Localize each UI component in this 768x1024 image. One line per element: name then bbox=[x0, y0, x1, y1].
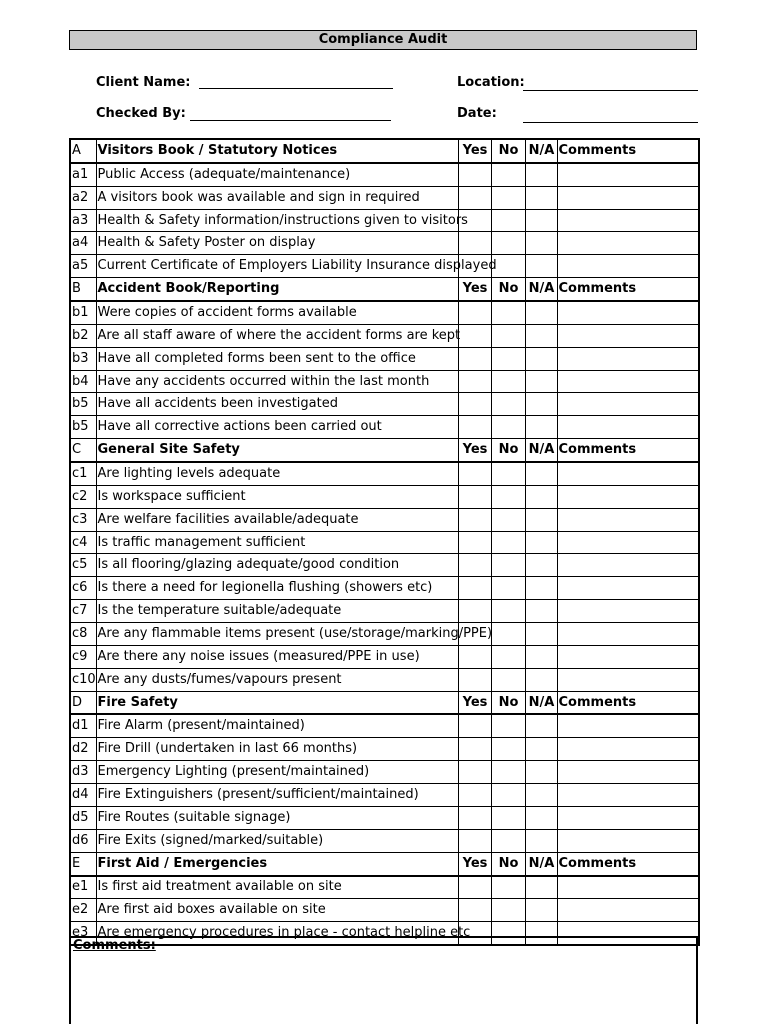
item-question-text: Health & Safety Poster on display bbox=[97, 235, 316, 251]
answer-cell-comments[interactable] bbox=[557, 508, 699, 531]
answer-cell-na[interactable] bbox=[525, 301, 557, 324]
client-name-field[interactable] bbox=[199, 88, 393, 89]
item-code: a3 bbox=[70, 209, 96, 232]
table-row bbox=[70, 876, 699, 899]
item-question bbox=[96, 623, 493, 646]
section-code: D bbox=[70, 691, 96, 714]
answer-cell-comments[interactable] bbox=[557, 393, 699, 416]
answer-cell-yes[interactable] bbox=[458, 485, 491, 508]
answer-cell-na[interactable] bbox=[525, 462, 557, 485]
checked-by-field[interactable] bbox=[190, 120, 391, 121]
col-header-no: No bbox=[491, 139, 525, 163]
col-header-na: N/A bbox=[525, 139, 557, 163]
col-header-yes: Yes bbox=[458, 439, 491, 462]
section-title: Fire Safety bbox=[96, 691, 458, 714]
answer-cell-no[interactable] bbox=[491, 645, 525, 668]
item-code: b4 bbox=[70, 370, 96, 393]
answer-cell-comments[interactable] bbox=[557, 738, 699, 761]
item-question bbox=[96, 531, 458, 554]
table-row bbox=[70, 531, 699, 554]
item-question bbox=[96, 393, 458, 416]
answer-cell-comments[interactable] bbox=[557, 186, 699, 209]
item-code: c7 bbox=[70, 600, 96, 623]
answer-cell-na[interactable] bbox=[525, 761, 557, 784]
answer-cell-na[interactable] bbox=[525, 899, 557, 922]
table-row bbox=[70, 186, 699, 209]
col-header-no: No bbox=[491, 439, 525, 462]
table-row bbox=[70, 416, 699, 439]
answer-cell-comments[interactable] bbox=[557, 554, 699, 577]
answer-cell-yes[interactable] bbox=[458, 186, 491, 209]
item-code: d1 bbox=[70, 714, 96, 737]
section-header-row bbox=[70, 139, 699, 163]
answer-cell-na[interactable] bbox=[525, 623, 557, 646]
answer-cell-no[interactable] bbox=[491, 623, 525, 646]
col-header-na: N/A bbox=[525, 852, 557, 875]
answer-cell-comments[interactable] bbox=[557, 347, 699, 370]
table-row bbox=[70, 554, 699, 577]
item-question bbox=[96, 784, 458, 807]
item-question-text: Are welfare facilities available/adequate bbox=[97, 511, 359, 527]
answer-cell-na[interactable] bbox=[525, 186, 557, 209]
answer-cell-no[interactable] bbox=[491, 508, 525, 531]
location-label: Location: bbox=[457, 75, 525, 90]
answer-cell-no[interactable] bbox=[491, 876, 525, 899]
table-row bbox=[70, 829, 699, 852]
item-question bbox=[96, 485, 458, 508]
answer-cell-no[interactable] bbox=[491, 393, 525, 416]
answer-cell-comments[interactable] bbox=[557, 324, 699, 347]
item-code: b3 bbox=[70, 347, 96, 370]
item-code: a5 bbox=[70, 255, 96, 278]
answer-cell-no[interactable] bbox=[491, 806, 525, 829]
answer-cell-no[interactable] bbox=[491, 163, 525, 186]
answer-cell-yes[interactable] bbox=[458, 393, 491, 416]
item-code: c6 bbox=[70, 577, 96, 600]
item-question-text: Health & Safety information/instructions given to visitors bbox=[97, 212, 468, 228]
item-question bbox=[96, 163, 458, 186]
item-question-text: Fire Routes (suitable signage) bbox=[97, 809, 291, 825]
answer-cell-na[interactable] bbox=[525, 668, 557, 691]
item-question bbox=[96, 761, 458, 784]
item-code: b5 bbox=[70, 416, 96, 439]
answer-cell-yes[interactable] bbox=[458, 829, 491, 852]
col-header-comments: Comments bbox=[557, 439, 699, 462]
answer-cell-comments[interactable] bbox=[557, 829, 699, 852]
section-header-row bbox=[70, 852, 699, 875]
col-header-yes: Yes bbox=[458, 278, 491, 301]
answer-cell-no[interactable] bbox=[491, 324, 525, 347]
answer-cell-yes[interactable] bbox=[458, 554, 491, 577]
answer-cell-yes[interactable] bbox=[458, 508, 491, 531]
item-code: c1 bbox=[70, 462, 96, 485]
answer-cell-na[interactable] bbox=[525, 324, 557, 347]
item-code: e3 bbox=[70, 922, 96, 945]
answer-cell-yes[interactable] bbox=[458, 163, 491, 186]
item-code: a1 bbox=[70, 163, 96, 186]
answer-cell-na[interactable] bbox=[525, 393, 557, 416]
item-question-text: Fire Exits (signed/marked/suitable) bbox=[97, 832, 324, 848]
answer-cell-no[interactable] bbox=[491, 600, 525, 623]
answer-cell-yes[interactable] bbox=[458, 714, 491, 737]
item-question-text: Have all corrective actions been carried out bbox=[97, 419, 382, 435]
item-question bbox=[96, 577, 458, 600]
answer-cell-comments[interactable] bbox=[557, 645, 699, 668]
item-code: e2 bbox=[70, 899, 96, 922]
section-title: General Site Safety bbox=[96, 439, 458, 462]
answer-cell-no[interactable] bbox=[491, 186, 525, 209]
table-row bbox=[70, 761, 699, 784]
answer-cell-comments[interactable] bbox=[557, 761, 699, 784]
item-question-text: Is first aid treatment available on site bbox=[97, 879, 342, 895]
answer-cell-na[interactable] bbox=[525, 577, 557, 600]
answer-cell-comments[interactable] bbox=[557, 668, 699, 691]
location-field[interactable] bbox=[523, 90, 698, 91]
item-question bbox=[96, 508, 458, 531]
col-header-comments: Comments bbox=[557, 278, 699, 301]
item-question bbox=[96, 462, 458, 485]
answer-cell-yes[interactable] bbox=[458, 738, 491, 761]
col-header-na: N/A bbox=[525, 439, 557, 462]
page-title: Compliance Audit bbox=[69, 30, 697, 50]
item-code: b5 bbox=[70, 393, 96, 416]
answer-cell-yes[interactable] bbox=[458, 899, 491, 922]
item-code: d3 bbox=[70, 761, 96, 784]
col-header-yes: Yes bbox=[458, 691, 491, 714]
item-question-text: Fire Drill (undertaken in last 66 months) bbox=[97, 741, 358, 757]
item-code: e1 bbox=[70, 876, 96, 899]
table-row bbox=[70, 508, 699, 531]
answer-cell-comments[interactable] bbox=[557, 623, 699, 646]
table-row bbox=[70, 600, 699, 623]
table-row bbox=[70, 668, 699, 691]
table-row bbox=[70, 462, 699, 485]
item-question-text: Public Access (adequate/maintenance) bbox=[97, 166, 351, 182]
table-row bbox=[70, 209, 699, 232]
col-header-no: No bbox=[491, 278, 525, 301]
table-row bbox=[70, 806, 699, 829]
item-question bbox=[96, 668, 458, 691]
item-question bbox=[96, 209, 468, 232]
col-header-comments: Comments bbox=[557, 139, 699, 163]
item-question-text: Fire Alarm (present/maintained) bbox=[97, 718, 305, 734]
col-header-yes: Yes bbox=[458, 139, 491, 163]
answer-cell-no[interactable] bbox=[491, 209, 525, 232]
answer-cell-comments[interactable] bbox=[557, 163, 699, 186]
answer-cell-na[interactable] bbox=[525, 554, 557, 577]
answer-cell-comments[interactable] bbox=[557, 876, 699, 899]
answer-cell-no[interactable] bbox=[491, 761, 525, 784]
item-question-text: Is workspace sufficient bbox=[97, 488, 246, 504]
item-code: c3 bbox=[70, 508, 96, 531]
item-code: c9 bbox=[70, 645, 96, 668]
section-header-row bbox=[70, 439, 699, 462]
answer-cell-na[interactable] bbox=[525, 714, 557, 737]
item-code: a4 bbox=[70, 232, 96, 255]
answer-cell-comments[interactable] bbox=[557, 462, 699, 485]
item-code: c5 bbox=[70, 554, 96, 577]
section-title: Visitors Book / Statutory Notices bbox=[96, 139, 458, 163]
answer-cell-na[interactable] bbox=[525, 738, 557, 761]
answer-cell-na[interactable] bbox=[525, 784, 557, 807]
item-question-text: Current Certificate of Employers Liability Insurance displayed bbox=[97, 258, 497, 274]
item-question-text: Are first aid boxes available on site bbox=[97, 902, 326, 918]
answer-cell-yes[interactable] bbox=[458, 876, 491, 899]
item-code: c10 bbox=[70, 668, 96, 691]
client-name-label: Client Name: bbox=[96, 75, 191, 90]
item-question bbox=[96, 255, 497, 278]
audit-table bbox=[69, 138, 700, 946]
item-question bbox=[96, 829, 458, 852]
answer-cell-na[interactable] bbox=[525, 508, 557, 531]
item-question bbox=[96, 899, 458, 922]
item-question-text: Emergency Lighting (present/maintained) bbox=[97, 764, 370, 780]
answer-cell-comments[interactable] bbox=[557, 301, 699, 324]
answer-cell-yes[interactable] bbox=[458, 668, 491, 691]
answer-cell-yes[interactable] bbox=[458, 324, 491, 347]
answer-cell-na[interactable] bbox=[525, 600, 557, 623]
item-question bbox=[96, 554, 458, 577]
answer-cell-comments[interactable] bbox=[557, 714, 699, 737]
answer-cell-na[interactable] bbox=[525, 209, 557, 232]
answer-cell-na[interactable] bbox=[525, 829, 557, 852]
table-row bbox=[70, 784, 699, 807]
answer-cell-no[interactable] bbox=[491, 784, 525, 807]
answer-cell-yes[interactable] bbox=[458, 370, 491, 393]
item-question-text: Have all completed forms been sent to the office bbox=[97, 350, 416, 366]
table-row bbox=[70, 324, 699, 347]
item-code: b1 bbox=[70, 301, 96, 324]
section-code: C bbox=[70, 439, 96, 462]
table-row bbox=[70, 738, 699, 761]
section-title: First Aid / Emergencies bbox=[96, 852, 458, 875]
answer-cell-no[interactable] bbox=[491, 899, 525, 922]
answer-cell-comments[interactable] bbox=[557, 600, 699, 623]
item-question-text: Have all accidents been investigated bbox=[97, 396, 338, 412]
item-code: c4 bbox=[70, 531, 96, 554]
item-question bbox=[96, 232, 458, 255]
item-question-text: Is traffic management sufficient bbox=[97, 534, 306, 550]
item-question-text: A visitors book was available and sign in required bbox=[97, 189, 420, 205]
answer-cell-no[interactable] bbox=[491, 738, 525, 761]
item-question-text: Is the temperature suitable/adequate bbox=[97, 603, 342, 619]
answer-cell-no[interactable] bbox=[491, 370, 525, 393]
section-code: B bbox=[70, 278, 96, 301]
col-header-na: N/A bbox=[525, 691, 557, 714]
answer-cell-na[interactable] bbox=[525, 531, 557, 554]
answer-cell-yes[interactable] bbox=[458, 784, 491, 807]
item-question bbox=[96, 806, 458, 829]
comments-label: Comments: bbox=[73, 938, 156, 953]
answer-cell-comments[interactable] bbox=[557, 577, 699, 600]
table-row bbox=[70, 714, 699, 737]
col-header-comments: Comments bbox=[557, 852, 699, 875]
answer-cell-na[interactable] bbox=[525, 370, 557, 393]
answer-cell-comments[interactable] bbox=[557, 209, 699, 232]
answer-cell-na[interactable] bbox=[525, 347, 557, 370]
answer-cell-yes[interactable] bbox=[458, 806, 491, 829]
answer-cell-na[interactable] bbox=[525, 645, 557, 668]
answer-cell-no[interactable] bbox=[491, 462, 525, 485]
table-row bbox=[70, 485, 699, 508]
item-question bbox=[96, 324, 461, 347]
answer-cell-comments[interactable] bbox=[557, 899, 699, 922]
item-question-text: Were copies of accident forms available bbox=[97, 304, 357, 320]
answer-cell-na[interactable] bbox=[525, 163, 557, 186]
answer-cell-no[interactable] bbox=[491, 668, 525, 691]
answer-cell-no[interactable] bbox=[491, 829, 525, 852]
item-question bbox=[96, 301, 458, 324]
answer-cell-yes[interactable] bbox=[458, 600, 491, 623]
item-question-text: Are any flammable items present (use/storage/marking/PPE) bbox=[97, 625, 493, 641]
item-question-text: Is there a need for legionella flushing (showers etc) bbox=[97, 580, 433, 596]
table-row bbox=[70, 899, 699, 922]
answer-cell-na[interactable] bbox=[525, 255, 557, 278]
table-row bbox=[70, 623, 699, 646]
answer-cell-comments[interactable] bbox=[557, 416, 699, 439]
table-row bbox=[70, 301, 699, 324]
section-code: E bbox=[70, 852, 96, 875]
answer-cell-na[interactable] bbox=[525, 416, 557, 439]
item-code: c8 bbox=[70, 623, 96, 646]
item-code: d4 bbox=[70, 784, 96, 807]
item-question-text: Is all flooring/glazing adequate/good condition bbox=[97, 557, 400, 573]
item-code: c2 bbox=[70, 485, 96, 508]
answer-cell-yes[interactable] bbox=[458, 462, 491, 485]
answer-cell-na[interactable] bbox=[525, 232, 557, 255]
answer-cell-yes[interactable] bbox=[458, 416, 491, 439]
table-row bbox=[70, 370, 699, 393]
section-code: A bbox=[70, 139, 96, 163]
answer-cell-comments[interactable] bbox=[557, 255, 699, 278]
answer-cell-na[interactable] bbox=[525, 876, 557, 899]
item-code: d2 bbox=[70, 738, 96, 761]
table-row bbox=[70, 577, 699, 600]
item-code: d6 bbox=[70, 829, 96, 852]
answer-cell-no[interactable] bbox=[491, 416, 525, 439]
answer-cell-no[interactable] bbox=[491, 301, 525, 324]
table-row bbox=[70, 645, 699, 668]
table-row bbox=[70, 393, 699, 416]
answer-cell-comments[interactable] bbox=[557, 485, 699, 508]
answer-cell-yes[interactable] bbox=[458, 301, 491, 324]
item-question bbox=[96, 876, 458, 899]
item-question-text: Are lighting levels adequate bbox=[97, 465, 281, 481]
item-question bbox=[96, 370, 458, 393]
answer-cell-comments[interactable] bbox=[557, 232, 699, 255]
col-header-yes: Yes bbox=[458, 852, 491, 875]
comments-box[interactable] bbox=[69, 936, 698, 1024]
item-code: b2 bbox=[70, 324, 96, 347]
answer-cell-yes[interactable] bbox=[458, 761, 491, 784]
answer-cell-na[interactable] bbox=[525, 485, 557, 508]
answer-cell-comments[interactable] bbox=[557, 784, 699, 807]
item-question bbox=[96, 714, 458, 737]
table-row bbox=[70, 163, 699, 186]
table-row bbox=[70, 232, 699, 255]
col-header-comments: Comments bbox=[557, 691, 699, 714]
item-question-text: Are all staff aware of where the accident forms are kept bbox=[97, 327, 461, 343]
answer-cell-no[interactable] bbox=[491, 232, 525, 255]
item-code: a2 bbox=[70, 186, 96, 209]
item-question bbox=[96, 738, 458, 761]
answer-cell-yes[interactable] bbox=[458, 347, 491, 370]
answer-cell-no[interactable] bbox=[491, 485, 525, 508]
answer-cell-no[interactable] bbox=[491, 554, 525, 577]
answer-cell-comments[interactable] bbox=[557, 806, 699, 829]
item-question bbox=[96, 186, 458, 209]
table-row bbox=[70, 255, 699, 278]
answer-cell-comments[interactable] bbox=[557, 531, 699, 554]
answer-cell-yes[interactable] bbox=[458, 531, 491, 554]
item-code: d5 bbox=[70, 806, 96, 829]
table-row bbox=[70, 347, 699, 370]
section-title: Accident Book/Reporting bbox=[96, 278, 458, 301]
item-question-text: Fire Extinguishers (present/sufficient/maintained) bbox=[97, 786, 419, 802]
item-question bbox=[96, 347, 458, 370]
answer-cell-na[interactable] bbox=[525, 806, 557, 829]
date-label: Date: bbox=[457, 106, 497, 121]
answer-cell-no[interactable] bbox=[491, 347, 525, 370]
answer-cell-comments[interactable] bbox=[557, 370, 699, 393]
answer-cell-yes[interactable] bbox=[458, 645, 491, 668]
item-question-text: Are emergency procedures in place - contact helpline etc bbox=[97, 925, 471, 941]
col-header-no: No bbox=[491, 852, 525, 875]
item-question bbox=[96, 645, 458, 668]
answer-cell-no[interactable] bbox=[491, 577, 525, 600]
answer-cell-yes[interactable] bbox=[458, 577, 491, 600]
answer-cell-no[interactable] bbox=[491, 531, 525, 554]
item-question bbox=[96, 600, 458, 623]
section-header-row bbox=[70, 278, 699, 301]
answer-cell-yes[interactable] bbox=[458, 232, 491, 255]
checked-by-label: Checked By: bbox=[96, 106, 186, 121]
date-field[interactable] bbox=[523, 122, 698, 123]
item-question-text: Have any accidents occurred within the last month bbox=[97, 373, 430, 389]
item-question-text: Are any dusts/fumes/vapours present bbox=[97, 671, 342, 687]
col-header-na: N/A bbox=[525, 278, 557, 301]
answer-cell-no[interactable] bbox=[491, 714, 525, 737]
section-header-row bbox=[70, 691, 699, 714]
item-question bbox=[96, 416, 458, 439]
item-question-text: Are there any noise issues (measured/PPE in use) bbox=[97, 648, 420, 664]
col-header-no: No bbox=[491, 691, 525, 714]
